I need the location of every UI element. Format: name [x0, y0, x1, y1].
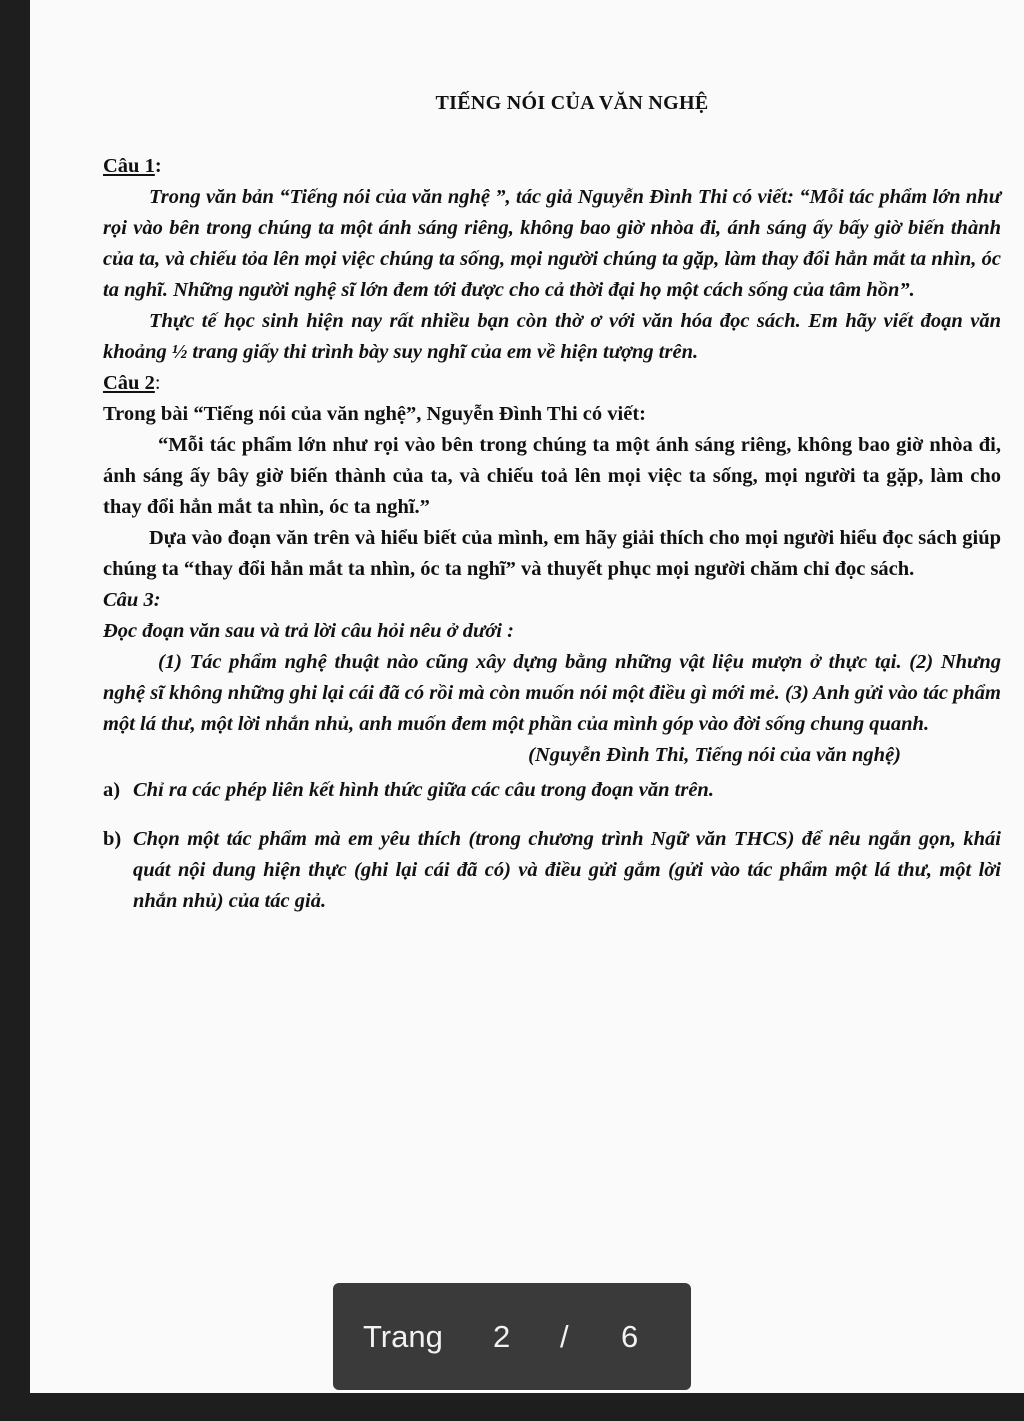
- item-b-label: b): [103, 828, 122, 850]
- question-1-heading: Câu 1: [103, 155, 155, 177]
- question-2-colon: :: [154, 372, 161, 394]
- question-3: [103, 585, 1001, 917]
- question-1: [103, 151, 1001, 368]
- question-1-heading-line: [103, 151, 1001, 182]
- item-a-text: Chỉ ra các phép liên kết hình thức giữa các câu trong đoạn văn trên.: [133, 779, 714, 801]
- item-a-label: a): [103, 779, 121, 801]
- question-3-passage: (1) Tác phẩm nghệ thuật nào cũng xây dựng bằng những vật liệu mượn ở thực tại. (2) Nhưng nghệ sĩ không những ghi lại cái đã có rồi mà còn muốn nói một điều gì mới mẻ. (3) Anh gửi vào tác phẩm một lá thư, một lời nhắn nhủ, anh muốn đem một phần của mình góp vào đời sống chung quanh.: [103, 651, 1001, 735]
- document-page: [30, 0, 1024, 1393]
- page-indicator: [333, 1283, 691, 1390]
- question-3-heading: Câu 3:: [103, 589, 161, 611]
- question-3-citation: (Nguyễn Đình Thi, Tiếng nói của văn nghệ): [528, 744, 901, 766]
- question-3-item-a: [103, 775, 1001, 806]
- current-page-number: 2: [493, 1319, 511, 1354]
- question-1-paragraph-2: Thực tế học sinh hiện nay rất nhiều bạn còn thờ ơ với văn hóa đọc sách. Em hãy viết đoạn văn khoảng ½ trang giấy thi trình bày suy nghĩ của em về hiện tượng trên.: [103, 310, 1001, 363]
- question-1-paragraph-1: Trong văn bản “Tiếng nói của văn nghệ ”, tác giả Nguyễn Đình Thi có viết: “Mỗi tác phẩm lớn như rọi vào bên trong chúng ta một ánh sáng riêng, không bao giờ nhòa đi, ánh sáng ấy bấy giờ biến thành của ta, và chiếu tỏa lên mọi việc chúng ta sống, mọi người chúng ta gặp, làm thay đổi hẳn mắt ta nhìn, óc ta nghĩ. Những người nghệ sĩ lớn đem tới được cho cả thời đại họ một cách sống của tâm hồn”.: [103, 186, 1001, 301]
- question-2-quote: “Mỗi tác phẩm lớn như rọi vào bên trong chúng ta một ánh sáng riêng, không bao giờ nhòa đi, ánh sáng ấy bây giờ biến thành của ta, và chiếu toả lên mọi việc ta sống, mọi người ta gặp, làm cho thay đổi hẳn mắt ta nhìn, óc ta nghĩ.”: [103, 434, 1001, 518]
- question-2-heading: Câu 2: [103, 372, 155, 394]
- item-b-text: Chọn một tác phẩm mà em yêu thích (trong chương trình Ngữ văn THCS) để nêu ngắn gọn, khái quát nội dung hiện thực (ghi lại cái đã có) và điều gửi gắm (gửi vào tác phẩm một lá thư, một lời nhắn nhủ) của tác giả.: [133, 828, 1001, 912]
- question-3-item-b: [103, 824, 1001, 917]
- question-2-task: Dựa vào đoạn văn trên và hiểu biết của mình, em hãy giải thích cho mọi người hiểu đọc sách giúp chúng ta “thay đổi hẳn mắt ta nhìn, óc ta nghĩ” và thuyết phục mọi người chăm chỉ đọc sách.: [103, 527, 1001, 580]
- question-1-colon: :: [154, 155, 162, 177]
- page-separator: /: [560, 1319, 569, 1354]
- question-2-intro: Trong bài “Tiếng nói của văn nghệ”, Nguyễn Đình Thi có viết:: [103, 403, 646, 425]
- question-3-instruction: Đọc đoạn văn sau và trả lời câu hỏi nêu ở dưới :: [103, 620, 514, 642]
- question-2-heading-line: [103, 368, 1001, 399]
- page-content: [103, 88, 1001, 917]
- page-indicator-label: Trang: [363, 1319, 443, 1354]
- document-title: TIẾNG NÓI CỦA VĂN NGHỆ: [435, 92, 709, 114]
- total-page-count: 6: [621, 1319, 639, 1354]
- question-2: [103, 368, 1001, 585]
